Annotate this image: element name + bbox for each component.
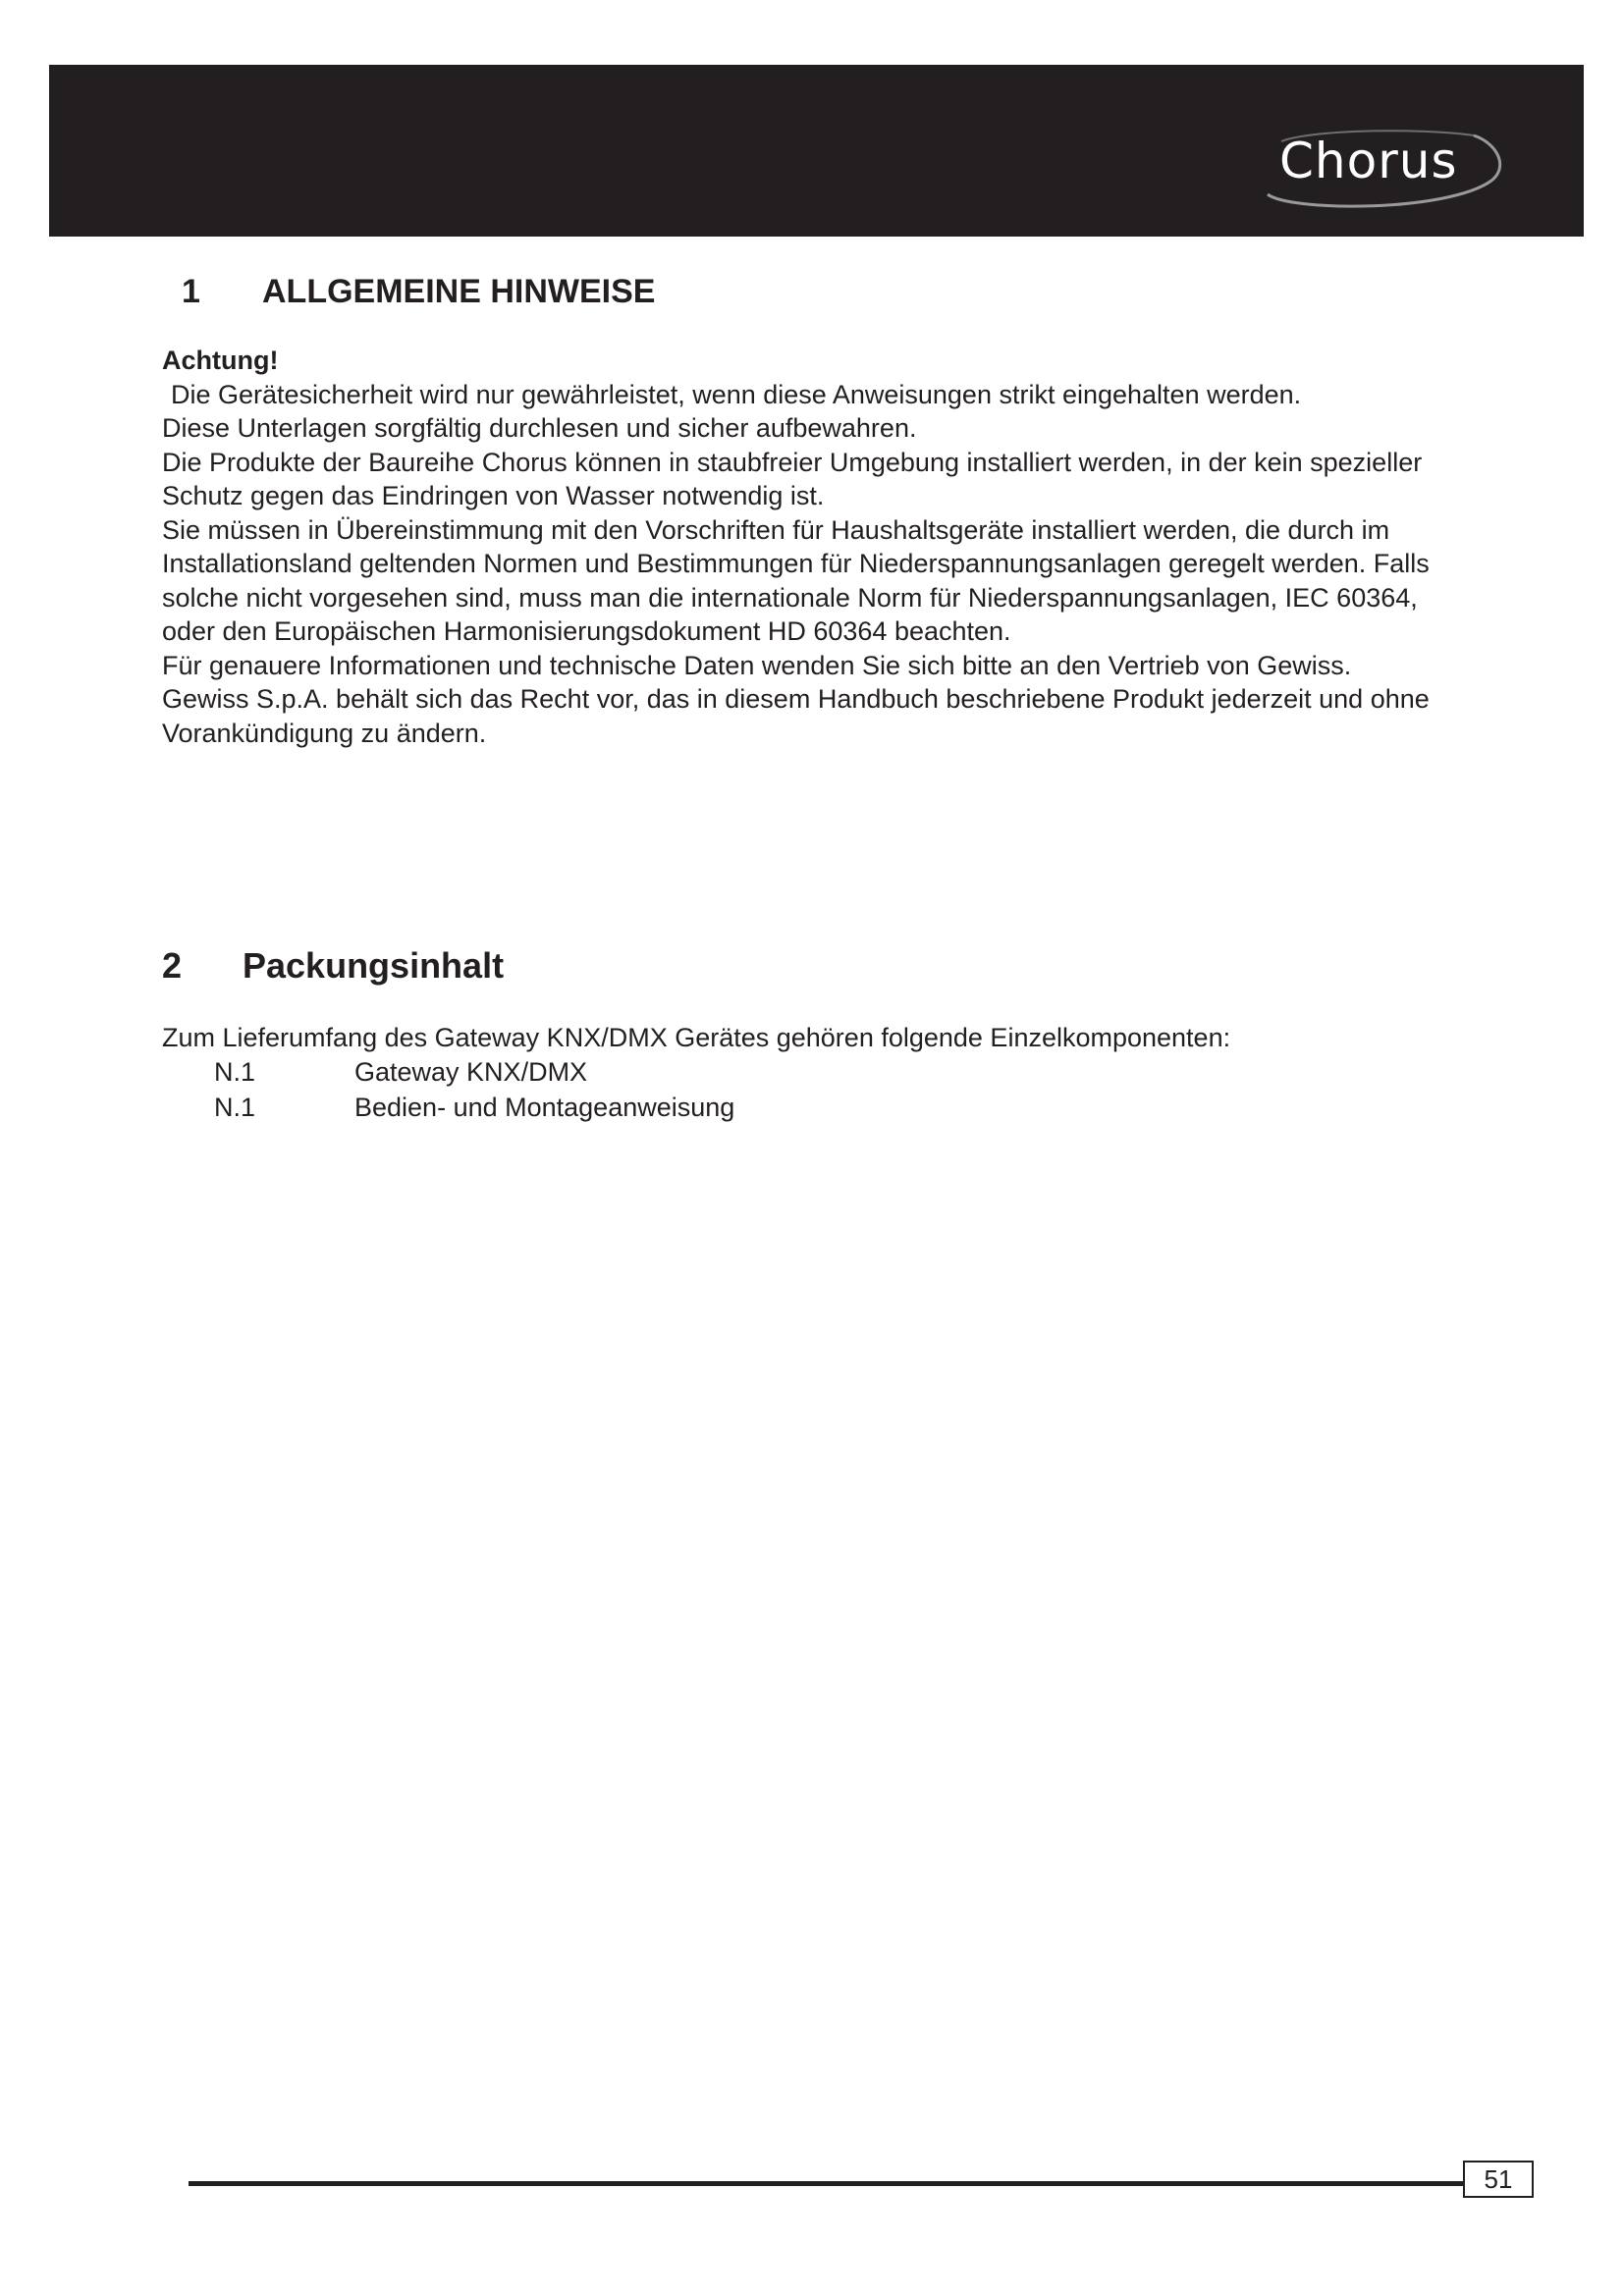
section-1-number: 1 [182, 273, 200, 310]
section-2-title: Packungsinhalt [243, 945, 505, 986]
list-item [214, 1054, 734, 1090]
item-quantity: N.1 [214, 1057, 256, 1087]
warning-label: Achtung! [162, 346, 279, 375]
paragraph: Die Produkte der Baureihe Chorus können in staubfreier Umgebung installiert werden, in der kein spezieller Schutz gegen das Eindringen von Wasser notwendig ist. [162, 447, 1423, 510]
paragraph: Für genauere Informationen und technische Daten wenden Sie sich bitte an den Vertrieb von Gewiss. [162, 650, 1352, 680]
paragraph: Gewiss S.p.A. behält sich das Recht vor, das in diesem Handbuch beschriebene Produkt jederzeit und ohne Vorankündigung zu ändern. [162, 684, 1430, 748]
chorus-logo [1252, 122, 1507, 212]
section-1-heading [182, 273, 655, 311]
paragraph: Sie müssen in Übereinstimmung mit den Vorschriften für Haushaltsgeräte installiert werden, die durch im Installationsland geltenden Normen und Bestimmungen für Niederspannungsanlagen geregelt werden. Falls solche nicht vorgesehen sind, muss man die internationale Norm für Niederspannungsanlagen, IEC 60364, oder den Europäischen Harmonisierungsdokument HD 60364 beachten. [162, 514, 1430, 646]
header-band [49, 65, 1584, 237]
section-1-title: ALLGEMEINE HINWEISE [262, 273, 656, 310]
item-quantity: N.1 [214, 1093, 256, 1122]
paragraph: Diese Unterlagen sorgfältig durchlesen und sicher aufbewahren. [162, 413, 917, 443]
logo-text: Chorus [1279, 133, 1458, 189]
section-2-number: 2 [162, 945, 183, 986]
package-list [214, 1054, 734, 1125]
paragraph: Die Gerätesicherheit wird nur gewährleistet, wenn diese Anweisungen strikt eingehalten werden. [171, 379, 1302, 409]
section-2-heading [162, 945, 504, 987]
item-name: Gateway KNX/DMX [354, 1057, 588, 1087]
item-name: Bedien- und Montageanweisung [354, 1093, 735, 1122]
page-number: 51 [1463, 2161, 1534, 2198]
section-1-body [162, 344, 1478, 750]
list-item [214, 1090, 734, 1125]
footer-rule [189, 2181, 1463, 2186]
package-intro: Zum Lieferumfang des Gateway KNX/DMX Gerätes gehören folgende Einzelkomponenten: [162, 1023, 1231, 1052]
